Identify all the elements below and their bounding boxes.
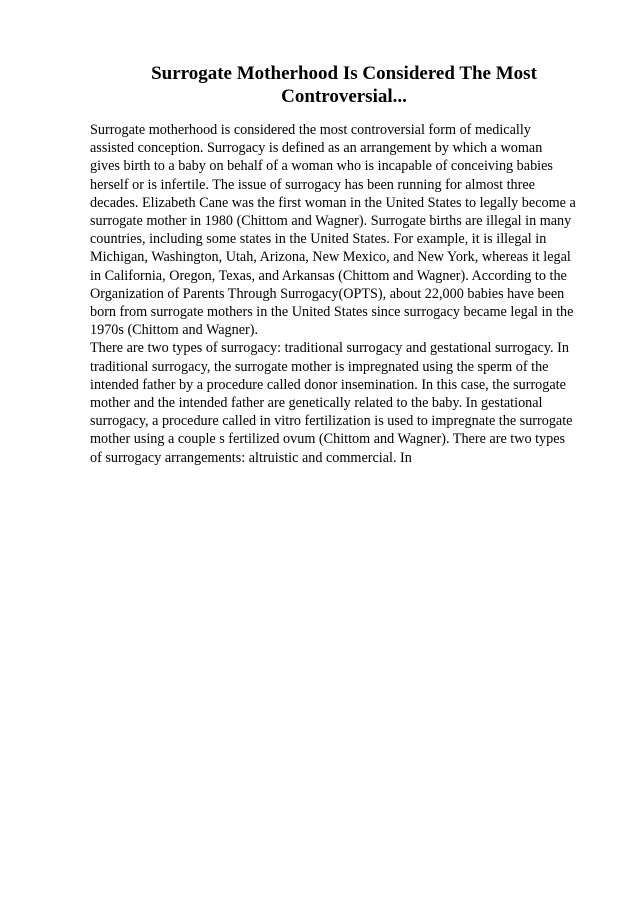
body-line: mother and the intended father are genetically related to the baby. In gestational xyxy=(90,395,543,412)
body-line: decades. Elizabeth Cane was the first woman in the United States to legally become a xyxy=(90,194,576,211)
body-line: born from surrogate mothers in the United States since surrogacy became legal in the xyxy=(90,304,574,321)
body-line: in California, Oregon, Texas, and Arkansas (Chittom and Wagner). According to the xyxy=(90,267,567,284)
document-body xyxy=(90,121,600,467)
body-line: There are two types of surrogacy: traditional surrogacy and gestational surrogacy. In xyxy=(90,340,569,357)
body-line: surrogate mother in 1980 (Chittom and Wagner). Surrogate births are illegal in many xyxy=(90,213,572,230)
title-line: Surrogate Motherhood Is Considered The Most xyxy=(151,63,537,84)
body-line: Organization of Parents Through Surrogacy(OPTS), about 22,000 babies have been xyxy=(90,285,565,302)
body-line: Surrogate motherhood is considered the most controversial form of medically xyxy=(90,122,531,138)
body-line: surrogacy, a procedure called in vitro fertilization is used to impregnate the surrogate xyxy=(90,413,573,430)
body-line: Michigan, Washington, Utah, Arizona, New Mexico, and New York, whereas it legal xyxy=(90,249,571,266)
body-line: traditional surrogacy, the surrogate mother is impregnated using the sperm of the xyxy=(90,358,549,375)
document-title xyxy=(90,62,598,108)
body-line: 1970s (Chittom and Wagner). xyxy=(90,322,259,339)
title-line: Controversial... xyxy=(281,86,407,107)
body-line: assisted conception. Surrogacy is defined as an arrangement by which a woman xyxy=(90,140,543,157)
body-line: mother using a couple s fertilized ovum (Chittom and Wagner). There are two types xyxy=(90,431,566,448)
body-line: countries, including some states in the United States. For example, it is illegal in xyxy=(90,231,547,248)
body-line: gives birth to a baby on behalf of a woman who is incapable of conceiving babies xyxy=(90,158,553,175)
body-line: intended father by a procedure called donor insemination. In this case, the surrogate xyxy=(90,376,566,393)
body-line: of surrogacy arrangements: altruistic and commercial. In xyxy=(90,449,412,466)
body-line: herself or is infertile. The issue of surrogacy has been running for almost three xyxy=(90,176,535,193)
